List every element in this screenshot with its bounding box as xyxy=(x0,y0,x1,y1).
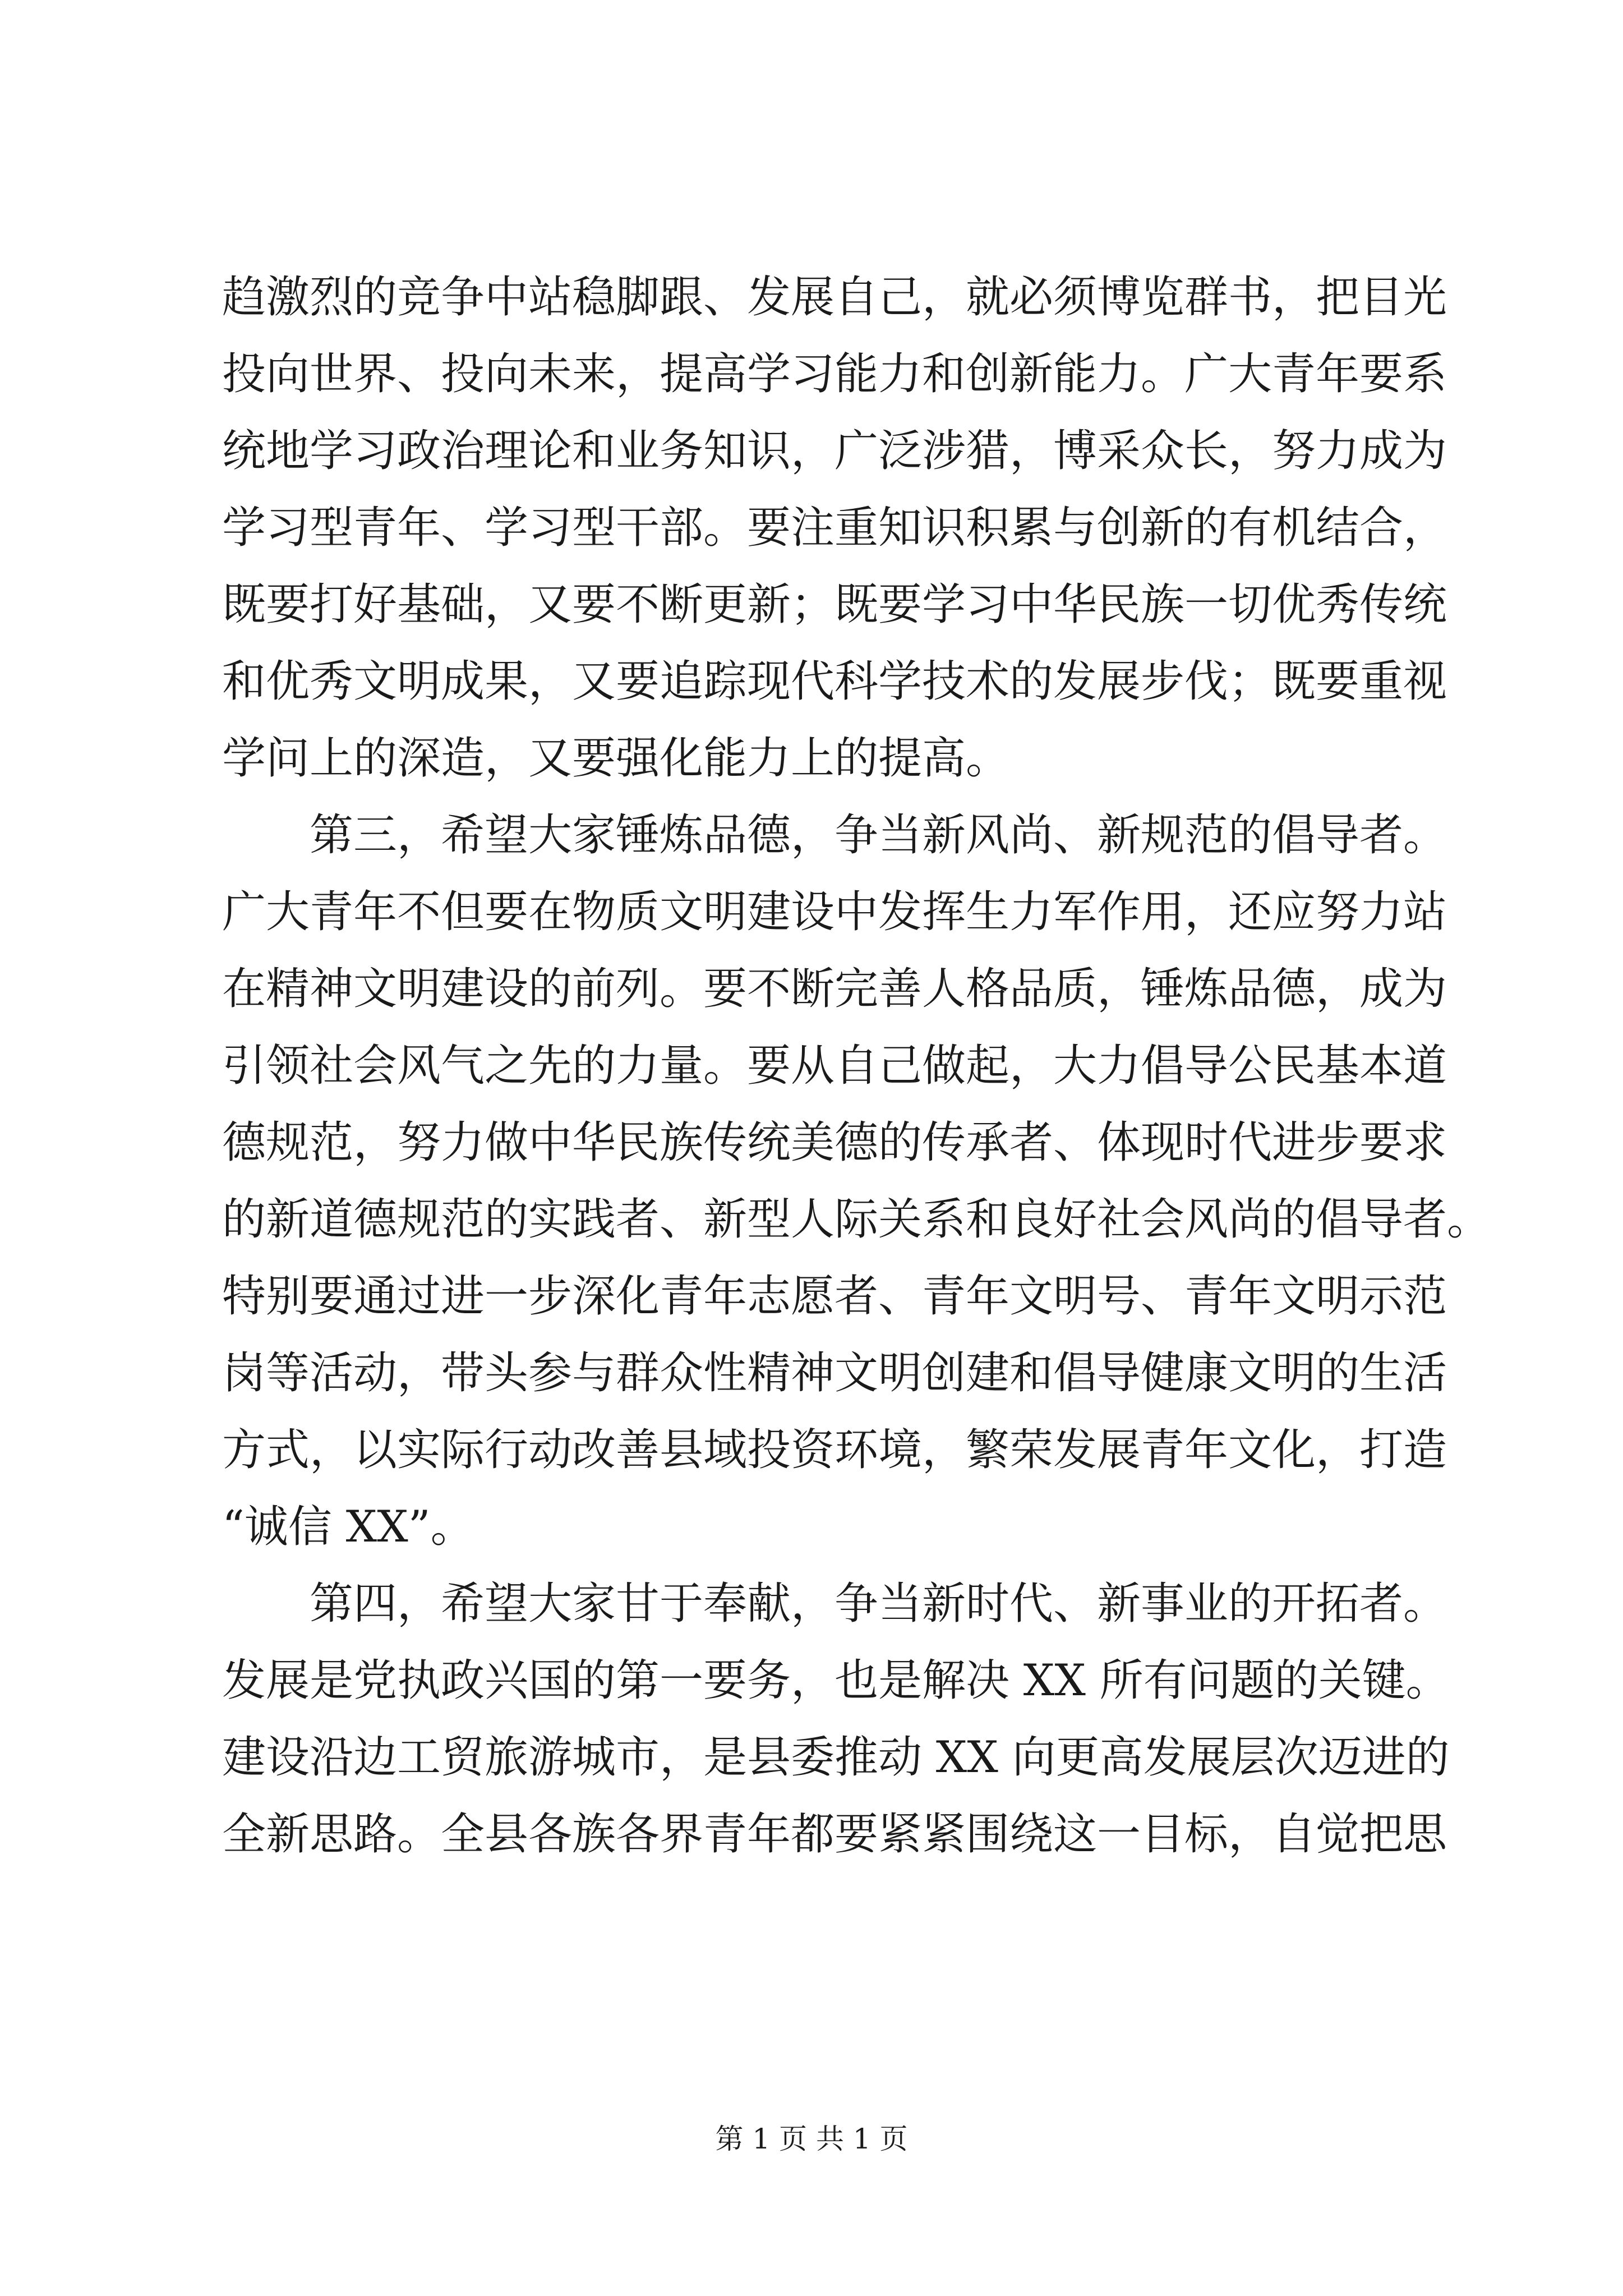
text-line: 广大青年不但要在物质文明建设中发挥生力军作用，还应努力站 xyxy=(222,887,1447,937)
text-line: 特别要通过进一步深化青年志愿者、青年文明号、青年文明示范 xyxy=(222,1271,1447,1322)
text-line: 岗等活动，带头参与群众性精神文明创建和倡导健康文明的生活 xyxy=(222,1348,1447,1398)
paragraph-start-line: 第四，希望大家甘于奉献，争当新时代、新事业的开拓者。 xyxy=(222,1579,1447,1629)
text-line: 在精神文明建设的前列。要不断完善人格品质，锤炼品德，成为 xyxy=(222,964,1447,1014)
page-number-label: 第 1 页 共 1 页 xyxy=(715,2123,908,2155)
text-line: 既要打好基础，又要不断更新；既要学习中华民族一切优秀传统 xyxy=(222,579,1447,630)
text-line: 投向世界、投向未来，提高学习能力和创新能力。广大青年要系 xyxy=(222,349,1447,399)
text-line: 方式，以实际行动改善县域投资环境，繁荣发展青年文化，打造 xyxy=(222,1425,1447,1475)
paragraph-start-line: 第三，希望大家锤炼品德，争当新风尚、新规范的倡导者。 xyxy=(222,810,1447,861)
text-line: 统地学习政治理论和业务知识，广泛涉猎，博采众长，努力成为 xyxy=(222,426,1447,476)
text-line: “诚信 XX”。 xyxy=(222,1502,474,1552)
text-line: 全新思路。全县各族各界青年都要紧紧围绕这一目标，自觉把思 xyxy=(222,1809,1447,1860)
page-footer xyxy=(0,2119,1623,2159)
text-line: 建设沿边工贸旅游城市，是县委推动 XX 向更高发展层次迈进的 xyxy=(222,1732,1450,1783)
text-line: 发展是党执政兴国的第一要务，也是解决 XX 所有问题的关键。 xyxy=(222,1655,1450,1706)
text-line: 的新道德规范的实践者、新型人际关系和良好社会风尚的倡导者。 xyxy=(222,1194,1491,1245)
text-line: 学习型青年、学习型干部。要注重知识积累与创新的有机结合， xyxy=(222,503,1447,553)
text-line: 德规范，努力做中华民族传统美德的传承者、体现时代进步要求 xyxy=(222,1117,1447,1168)
text-line: 和优秀文明成果，又要追踪现代科学技术的发展步伐；既要重视 xyxy=(222,656,1447,707)
text-line: 趋激烈的竞争中站稳脚跟、发展自己，就必须博览群书，把目光 xyxy=(222,272,1447,323)
text-line: 引领社会风气之先的力量。要从自己做起，大力倡导公民基本道 xyxy=(222,1041,1447,1091)
text-line: 学问上的深造，又要强化能力上的提高。 xyxy=(222,733,1010,784)
